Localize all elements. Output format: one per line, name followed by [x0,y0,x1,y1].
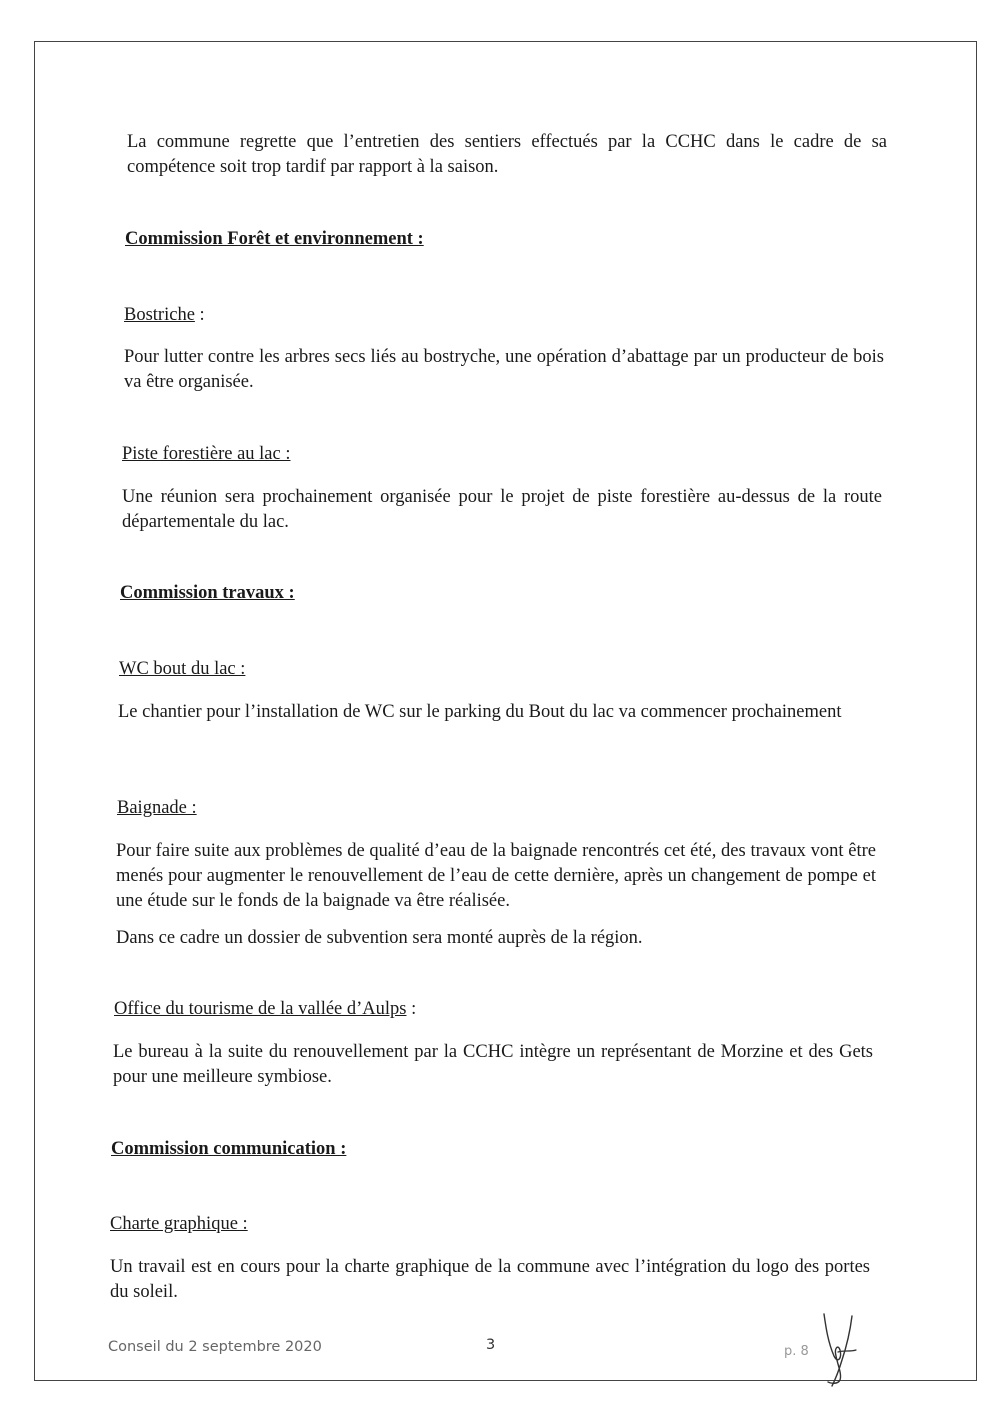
subheading-bostriche-label: Bostriche [124,305,195,325]
subheading-piste-label: Piste forestière au lac : [122,444,291,464]
subheading-baignade-label: Baignade : [117,798,197,818]
wc-paragraph: Le chantier pour l’installation de WC sur le parking du Bout du lac va commencer prochainement [118,702,842,722]
subheading-charte-label: Charte graphique : [110,1214,248,1234]
heading-travaux: Commission travaux : [120,583,295,603]
heading-communication: Commission communication : [111,1139,347,1159]
baignade-paragraph-2: Dans ce cadre un dossier de subvention sera monté auprès de la région. [116,928,643,948]
initials-signature [812,1308,862,1388]
footer-page-ref: p. 8 [784,1344,809,1359]
footer-meeting-date: Conseil du 2 septembre 2020 [108,1339,322,1355]
subheading-charte-graphique [110,1214,248,1235]
intro-paragraph: La commune regrette que l’entretien des sentiers effectués par la CCHC dans le cadre de sa compétence soit trop tardif par rapport à la saison. [127,132,887,177]
piste-paragraph: Une réunion sera prochainement organisée pour le projet de piste forestière au-dessus de la route départementale du lac. [122,487,882,532]
subheading-piste-forestiere [122,444,291,465]
footer-page-number: 3 [486,1337,496,1353]
bostriche-paragraph: Pour lutter contre les arbres secs liés au bostryche, une opération d’abattage par un producteur de bois va être organisée. [124,347,884,392]
subheading-office-label: Office du tourisme de la vallée d’Aulps [114,999,407,1019]
baignade-paragraph-1: Pour faire suite aux problèmes de qualité d’eau de la baignade rencontrés cet été, des travaux vont être menés pour augmenter le renouvellement de l’eau de cette dernière, après un changement de pompe et une étude sur le fonds de la baignade va être réalisée. [116,841,876,911]
subheading-bostriche: Bostriche : [124,305,205,325]
subheading-wc [119,659,245,680]
subheading-baignade [117,798,197,819]
subheading-office-tourisme: Office du tourisme de la vallée d’Aulps : [114,999,417,1019]
heading-foret-environnement: Commission Forêt et environnement : [125,229,424,249]
subheading-wc-label: WC bout du lac : [119,659,246,679]
charte-paragraph: Un travail est en cours pour la charte graphique de la commune avec l’intégration du logo des portes du soleil. [110,1257,870,1302]
office-paragraph: Le bureau à la suite du renouvellement par la CCHC intègre un représentant de Morzine et des Gets pour une meilleure symbiose. [113,1042,873,1087]
